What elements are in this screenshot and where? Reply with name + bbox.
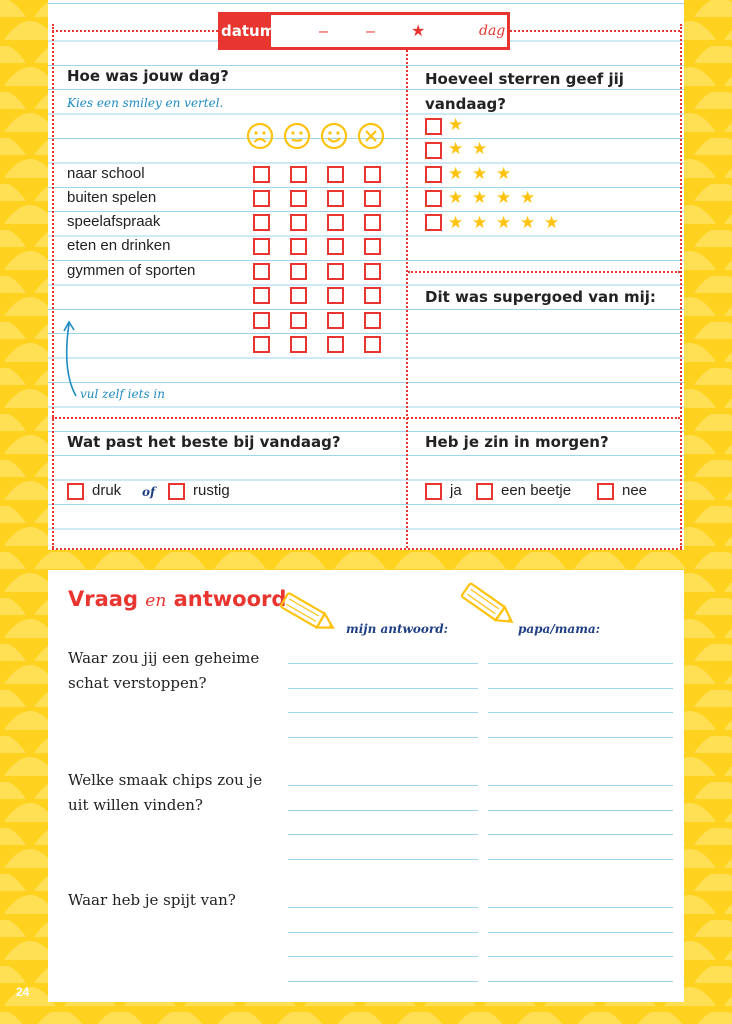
option-rustig: rustig [193,482,230,499]
smiley-checkbox[interactable] [327,238,344,255]
answer-line[interactable] [288,688,478,689]
answer-line[interactable] [288,785,478,786]
answer-line[interactable] [288,712,478,713]
qa-card [48,570,684,1002]
pencil-icon [274,590,344,640]
star-icon: ★ [472,212,488,232]
star-icon: ★ [448,163,464,183]
question-text: Waar heb je spijt van? [68,891,236,909]
rustig-checkbox[interactable] [168,483,185,500]
answer-line[interactable] [488,956,673,957]
smiley-checkbox[interactable] [364,238,381,255]
curved-arrow-icon [62,316,82,400]
dotted-border-left [52,24,54,548]
qa-title-part: Vraag [68,587,138,611]
answer-line[interactable] [488,737,673,738]
date-separator: – [366,23,375,40]
dotted-divider-center [406,50,408,548]
smiley-checkbox[interactable] [290,263,307,280]
dotted-border-top-left [52,30,218,32]
dotted-divider-right [408,271,680,273]
date-label: datum [221,15,271,47]
smiley-checkbox[interactable] [253,336,270,353]
answer-line[interactable] [488,981,673,982]
smiley-checkbox[interactable] [327,166,344,183]
star-icon: ★ [448,115,464,134]
smiley-checkbox[interactable] [364,336,381,353]
nee-checkbox[interactable] [597,483,614,500]
answer-line[interactable] [288,932,478,933]
smiley-checkbox[interactable] [290,238,307,255]
answer-line[interactable] [488,663,673,664]
answer-line[interactable] [288,834,478,835]
star-icon: ★ [544,212,560,232]
smiley-checkbox[interactable] [290,287,307,304]
smiley-checkbox[interactable] [364,166,381,183]
date-box[interactable] [218,12,510,50]
smiley-checkbox[interactable] [253,190,270,207]
or-label: of [142,485,156,499]
qa-title-part: antwoord [173,587,287,611]
smiley-checkbox[interactable] [327,190,344,207]
qa-title [68,587,286,611]
answer-line[interactable] [288,810,478,811]
smiley-checkbox[interactable] [364,312,381,329]
day-label: dag [479,23,506,39]
answer-line[interactable] [488,932,673,933]
col-mine-label: mijn antwoord: [346,622,449,636]
option-ja: ja [450,482,462,499]
activity-label: naar school [67,165,145,182]
smiley-checkbox[interactable] [290,214,307,231]
option-een-beetje: een beetje [501,482,572,499]
een-beetje-checkbox[interactable] [476,483,493,500]
smiley-checkbox[interactable] [327,336,344,353]
answer-line[interactable] [288,859,478,860]
rating-checkbox[interactable] [425,166,442,183]
question-text: Welke smaak chips zou je uit willen vinden? [68,771,263,814]
answer-line[interactable] [488,785,673,786]
star-icon: ★ [472,139,488,159]
answer-line[interactable] [288,907,478,908]
smiley-checkbox[interactable] [327,214,344,231]
smiley-checkbox[interactable] [253,287,270,304]
sad-face-icon [246,122,274,150]
rating-checkbox[interactable] [425,214,442,231]
activity-label: buiten spelen [67,189,157,206]
date-separator: – [319,23,328,40]
star-icon: ★ [411,23,426,40]
rating-checkbox[interactable] [425,118,442,135]
answer-line[interactable] [488,907,673,908]
tomorrow-section-title: Heb je zin in morgen? [425,433,609,451]
druk-checkbox[interactable] [67,483,84,500]
smiley-checkbox[interactable] [327,312,344,329]
answer-line[interactable] [488,688,673,689]
neutral-face-icon [283,122,311,150]
smiley-checkbox[interactable] [253,312,270,329]
star-icon: ★ [448,188,464,208]
option-druk: druk [92,482,122,499]
question-text: Waar zou jij een geheime schat verstoppen? [68,649,260,692]
star-icon: ★ [448,212,464,232]
smiley-checkbox[interactable] [364,287,381,304]
smiley-checkbox[interactable] [364,214,381,231]
smiley-checkbox[interactable] [290,312,307,329]
dotted-border-bottom [52,548,682,550]
answer-line[interactable] [288,737,478,738]
star-icon: ★ [448,139,464,159]
rating-checkbox[interactable] [425,190,442,207]
smiley-checkbox[interactable] [364,190,381,207]
answer-line[interactable] [288,663,478,664]
answer-line[interactable] [288,956,478,957]
star-icon: ★ [496,212,512,232]
day-section-title: Hoe was jouw dag? [67,67,229,85]
cross-face-icon [357,122,385,150]
dotted-divider-middle [52,417,680,419]
star-icon: ★ [472,163,488,183]
activity-label: gymmen of sporten [67,262,196,279]
star-icon: ★ [472,188,488,208]
fill-in-hint: vul zelf iets in [80,387,165,401]
smiley-checkbox[interactable] [253,263,270,280]
rating-checkbox[interactable] [425,142,442,159]
answer-line[interactable] [488,859,673,860]
pencil-icon [454,582,524,632]
star-icon: ★ [520,188,536,208]
smiley-checkbox[interactable] [327,263,344,280]
page-number: 24 [16,985,30,999]
smiley-checkbox[interactable] [290,190,307,207]
answer-line[interactable] [488,712,673,713]
proud-section-title: Dit was supergoed van mij: [425,288,656,306]
dotted-border-right [680,24,682,548]
dotted-border-top-right [510,30,680,32]
happy-face-icon [320,122,348,150]
star-icon: ★ [520,212,536,232]
smiley-checkbox[interactable] [327,287,344,304]
mood-section-title: Wat past het beste bij vandaag? [67,433,341,451]
smiley-checkbox[interactable] [253,238,270,255]
answer-line[interactable] [488,810,673,811]
answer-line[interactable] [288,981,478,982]
star-icon: ★ [496,163,512,183]
smiley-hint: Kies een smiley en vertel. [67,96,224,110]
activity-label: speelafspraak [67,213,161,230]
answer-line[interactable] [488,834,673,835]
option-nee: nee [622,482,648,499]
stars-section-title: Hoeveel sterren geef jij vandaag? [425,70,624,113]
smiley-checkbox[interactable] [290,336,307,353]
ja-checkbox[interactable] [425,483,442,500]
smiley-checkbox[interactable] [364,263,381,280]
star-icon: ★ [496,188,512,208]
smiley-checkbox[interactable] [253,214,270,231]
qa-title-part: en [145,591,167,611]
smiley-checkbox[interactable] [253,166,270,183]
smiley-checkbox[interactable] [290,166,307,183]
activity-label: eten en drinken [67,237,171,254]
col-parent-label: papa/mama: [518,622,601,636]
